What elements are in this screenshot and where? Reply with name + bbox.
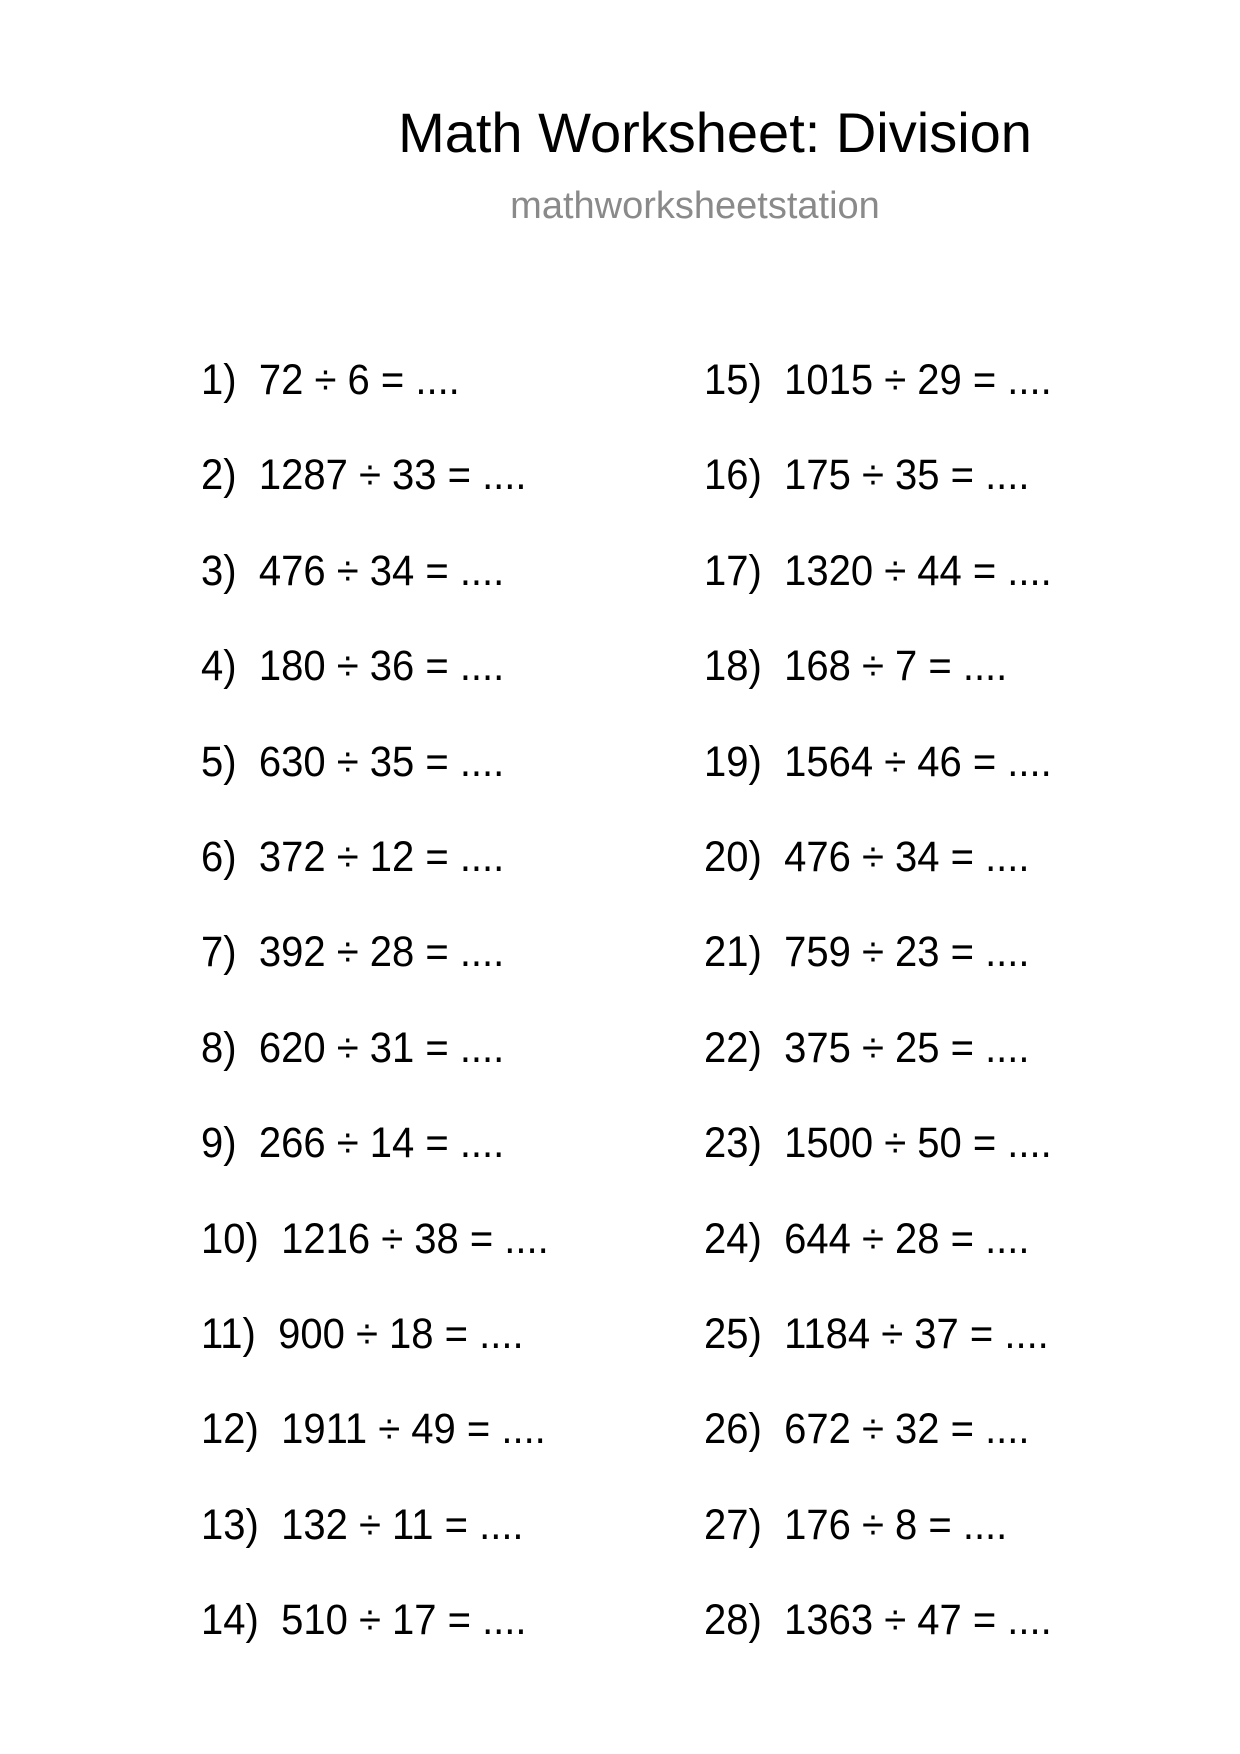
division-problem — [201, 1590, 549, 1685]
problem-expression: 1216 ÷ 38 = .... — [281, 1214, 549, 1263]
division-problem — [704, 1209, 1052, 1304]
problem-number: 20) — [704, 832, 762, 881]
division-problem — [704, 922, 1052, 1017]
division-problem — [704, 350, 1052, 445]
problem-number: 1) — [201, 356, 237, 404]
problem-number: 15) — [704, 356, 762, 404]
problem-expression: 1363 ÷ 47 = .... — [784, 1596, 1052, 1645]
problem-number: 4) — [201, 642, 237, 691]
problem-expression: 644 ÷ 28 = .... — [784, 1214, 1030, 1263]
problem-expression: 1184 ÷ 37 = .... — [784, 1309, 1049, 1358]
problem-expression: 1015 ÷ 29 = .... — [784, 356, 1052, 404]
division-problem — [201, 922, 549, 1017]
division-problem — [704, 1399, 1052, 1494]
problem-expression: 132 ÷ 11 = .... — [281, 1500, 524, 1549]
problem-expression: 1500 ÷ 50 = .... — [784, 1119, 1052, 1168]
problem-number: 21) — [704, 928, 762, 977]
division-problem — [201, 732, 549, 827]
problem-number: 27) — [704, 1500, 762, 1549]
division-problem — [201, 1304, 549, 1399]
division-problem — [704, 827, 1052, 922]
problem-expression: 476 ÷ 34 = .... — [258, 546, 505, 595]
problem-expression: 672 ÷ 32 = .... — [784, 1405, 1030, 1454]
problem-expression: 1564 ÷ 46 = .... — [784, 737, 1052, 786]
division-problem — [201, 445, 549, 540]
problem-number: 26) — [704, 1405, 762, 1454]
problem-number: 2) — [201, 451, 237, 500]
problem-expression: 759 ÷ 23 = .... — [784, 928, 1030, 977]
division-problem — [201, 827, 549, 922]
division-problem — [201, 1113, 549, 1208]
problem-expression: 375 ÷ 25 = .... — [784, 1023, 1030, 1072]
problem-number: 11) — [201, 1309, 256, 1358]
problem-number: 24) — [704, 1214, 762, 1263]
problem-number: 28) — [704, 1596, 762, 1645]
division-problem — [704, 541, 1052, 636]
division-problem — [704, 1495, 1052, 1590]
problem-expression: 168 ÷ 7 = .... — [784, 642, 1008, 691]
problem-number: 18) — [704, 642, 762, 691]
problems-column-right — [704, 350, 1078, 1685]
division-problem — [201, 1399, 549, 1494]
site-name: mathworksheetstation — [510, 185, 880, 227]
problem-number: 14) — [201, 1596, 259, 1645]
division-problem — [704, 445, 1052, 540]
problem-expression: 620 ÷ 31 = .... — [258, 1023, 505, 1072]
problem-number: 17) — [704, 546, 762, 595]
problem-number: 25) — [704, 1309, 762, 1358]
division-problem — [201, 1495, 549, 1590]
problem-expression: 476 ÷ 34 = .... — [784, 832, 1030, 881]
division-problem — [704, 1113, 1052, 1208]
problem-number: 6) — [201, 832, 237, 881]
problem-expression: 72 ÷ 6 = .... — [258, 356, 460, 404]
problem-number: 12) — [201, 1405, 259, 1454]
division-problem — [201, 541, 549, 636]
division-problem — [704, 636, 1052, 731]
problem-number: 13) — [201, 1500, 259, 1549]
problem-expression: 372 ÷ 12 = .... — [258, 832, 505, 881]
problem-expression: 175 ÷ 35 = .... — [784, 451, 1030, 500]
problem-number: 10) — [201, 1214, 259, 1263]
division-problem — [201, 1209, 549, 1304]
problem-number: 5) — [201, 737, 237, 786]
division-problem — [201, 636, 549, 731]
problem-number: 23) — [704, 1119, 762, 1168]
page-title: Math Worksheet: Division — [398, 101, 1032, 164]
problem-expression: 392 ÷ 28 = .... — [258, 928, 505, 977]
problem-number: 8) — [201, 1023, 237, 1072]
problem-expression: 176 ÷ 8 = .... — [784, 1500, 1008, 1549]
problem-number: 16) — [704, 451, 762, 500]
division-problem — [704, 1590, 1052, 1685]
problem-number: 3) — [201, 546, 237, 595]
problem-expression: 1287 ÷ 33 = .... — [258, 451, 527, 500]
problem-expression: 180 ÷ 36 = .... — [258, 642, 505, 691]
division-problem — [704, 732, 1052, 827]
division-problem — [704, 1018, 1052, 1113]
problem-number: 22) — [704, 1023, 762, 1072]
problem-expression: 630 ÷ 35 = .... — [258, 737, 505, 786]
problem-number: 9) — [201, 1119, 237, 1168]
division-problem — [201, 350, 549, 445]
division-problem — [201, 1018, 549, 1113]
problem-number: 7) — [201, 928, 237, 977]
problem-expression: 510 ÷ 17 = .... — [281, 1596, 527, 1645]
problem-expression: 1911 ÷ 49 = .... — [281, 1405, 546, 1454]
problem-expression: 900 ÷ 18 = .... — [278, 1309, 524, 1358]
problem-expression: 266 ÷ 14 = .... — [258, 1119, 505, 1168]
problems-column-left — [201, 350, 575, 1685]
division-problem — [704, 1304, 1052, 1399]
problem-number: 19) — [704, 737, 762, 786]
problem-expression: 1320 ÷ 44 = .... — [784, 546, 1052, 595]
